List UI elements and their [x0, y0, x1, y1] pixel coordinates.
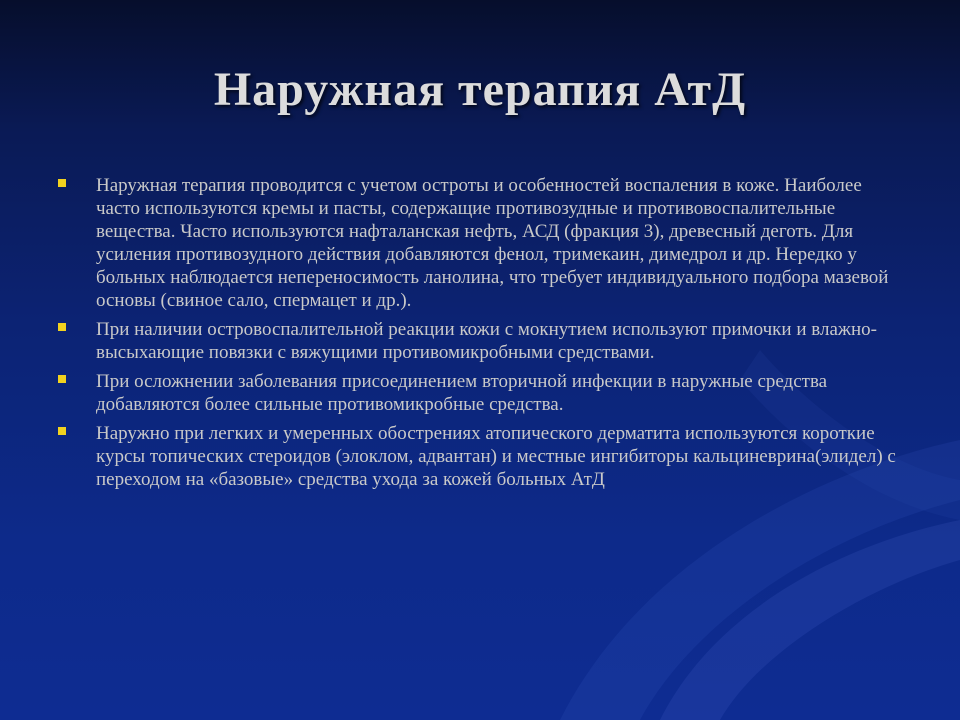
bullet-item-3 [58, 370, 908, 416]
bullet-list [58, 174, 908, 497]
bullet-text-1: Наружная терапия проводится с учетом остроты и особенностей воспаления в коже. Наиболее часто используются кремы и пасты, содержащие противозудные и противовоспалительные вещества. Часто используются нафталанская нефть, АСД (фракция 3), древесный деготь. Для усиления противозудного действия добавляются фенол, тримекаин, димедрол и др. Нередко у больных наблюдается непереносимость ланолина, что требует индивидуального подбора мазевой основы (свиное сало, спермацет и др.). [96, 175, 889, 311]
square-bullet-icon [58, 427, 66, 435]
square-bullet-icon [58, 179, 66, 187]
square-bullet-icon [58, 375, 66, 383]
bullet-item-2 [58, 318, 908, 364]
slide-title: Наружная терапия АтД [213, 63, 747, 116]
bullet-item-4 [58, 422, 908, 491]
bullet-item-1 [58, 174, 908, 312]
square-bullet-icon [58, 323, 66, 331]
bullet-text-3: При осложнении заболевания присоединением вторичной инфекции в наружные средства добавляются более сильные противомикробные средства. [96, 371, 828, 415]
bullet-text-4: Наружно при легких и умеренных обострениях атопического дерматита используются короткие курсы топических стероидов (элоклом, адвантан) и местные ингибиторы кальциневрина(элидел) с переходом на «базовые» средства ухода за кожей больных АтД [96, 423, 896, 490]
bullet-text-2: При наличии островоспалительной реакции кожи с мокнутием используют примочки и влажно-высыхающие повязки с вяжущими противомикробными средствами. [96, 319, 877, 363]
